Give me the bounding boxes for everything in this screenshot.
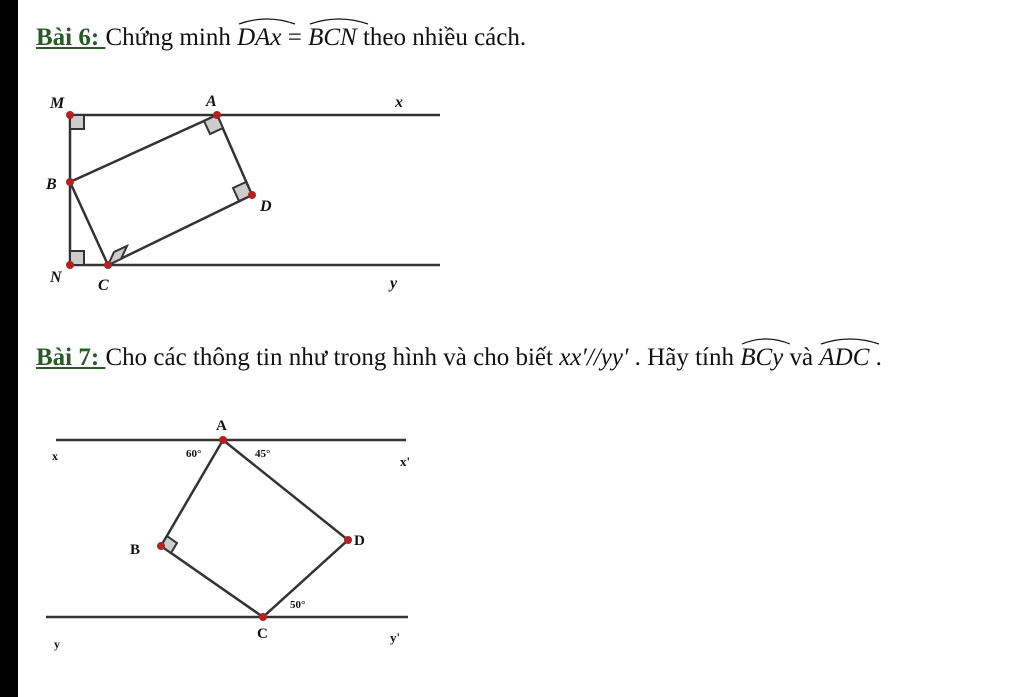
label-b-7: B bbox=[130, 542, 141, 558]
problem-6-text-after: theo nhiều cách. bbox=[356, 24, 527, 51]
angle-bcn: BCN bbox=[308, 24, 357, 52]
point-c-7 bbox=[259, 613, 267, 621]
problem-6-label: Bài 6: bbox=[36, 24, 106, 51]
label-a-7: A bbox=[216, 418, 227, 434]
angle-60-label: 60° bbox=[186, 448, 202, 460]
label-a: A bbox=[206, 93, 217, 110]
label-d-7: D bbox=[354, 533, 365, 549]
label-b: B bbox=[46, 176, 57, 193]
label-m: M bbox=[50, 95, 65, 112]
angle-dax: DAx bbox=[237, 24, 281, 52]
label-y-prime: y' bbox=[390, 630, 401, 645]
label-x-7: x bbox=[52, 449, 58, 463]
angle-45-label: 45° bbox=[255, 448, 271, 460]
label-x-prime: x' bbox=[400, 454, 411, 469]
problem-7-text-end: . bbox=[869, 344, 882, 371]
label-x: x bbox=[395, 94, 403, 111]
angle-50-label: 50° bbox=[290, 599, 306, 611]
problem-7-figure bbox=[18, 0, 1024, 697]
point-d-7 bbox=[344, 536, 352, 544]
problem-7-text-va: và bbox=[783, 344, 820, 371]
point-b-7 bbox=[157, 542, 165, 550]
angle-bcy: BCy bbox=[740, 344, 783, 372]
label-n: N bbox=[50, 269, 62, 286]
problem-7-label: Bài 7: bbox=[36, 344, 106, 371]
equals-sign: = bbox=[281, 24, 309, 51]
problem-7-text-before: Cho các thông tin như trong hình và cho biết bbox=[105, 344, 560, 371]
quadrilateral-abcd-7 bbox=[161, 440, 348, 617]
label-d: D bbox=[260, 198, 272, 215]
angle-adc: ADC bbox=[819, 344, 869, 372]
point-a-7 bbox=[219, 436, 227, 444]
label-y: y bbox=[390, 275, 398, 292]
problem-6-text-before: Chứng minh bbox=[105, 24, 238, 51]
parallel-statement: xx′//yy′ bbox=[559, 344, 629, 371]
worksheet-page bbox=[18, 0, 1024, 697]
problem-7-text-mid: . Hãy tính bbox=[628, 344, 741, 371]
label-y-7: y bbox=[54, 637, 60, 651]
label-c: C bbox=[98, 277, 109, 294]
label-c-7: C bbox=[257, 626, 268, 642]
